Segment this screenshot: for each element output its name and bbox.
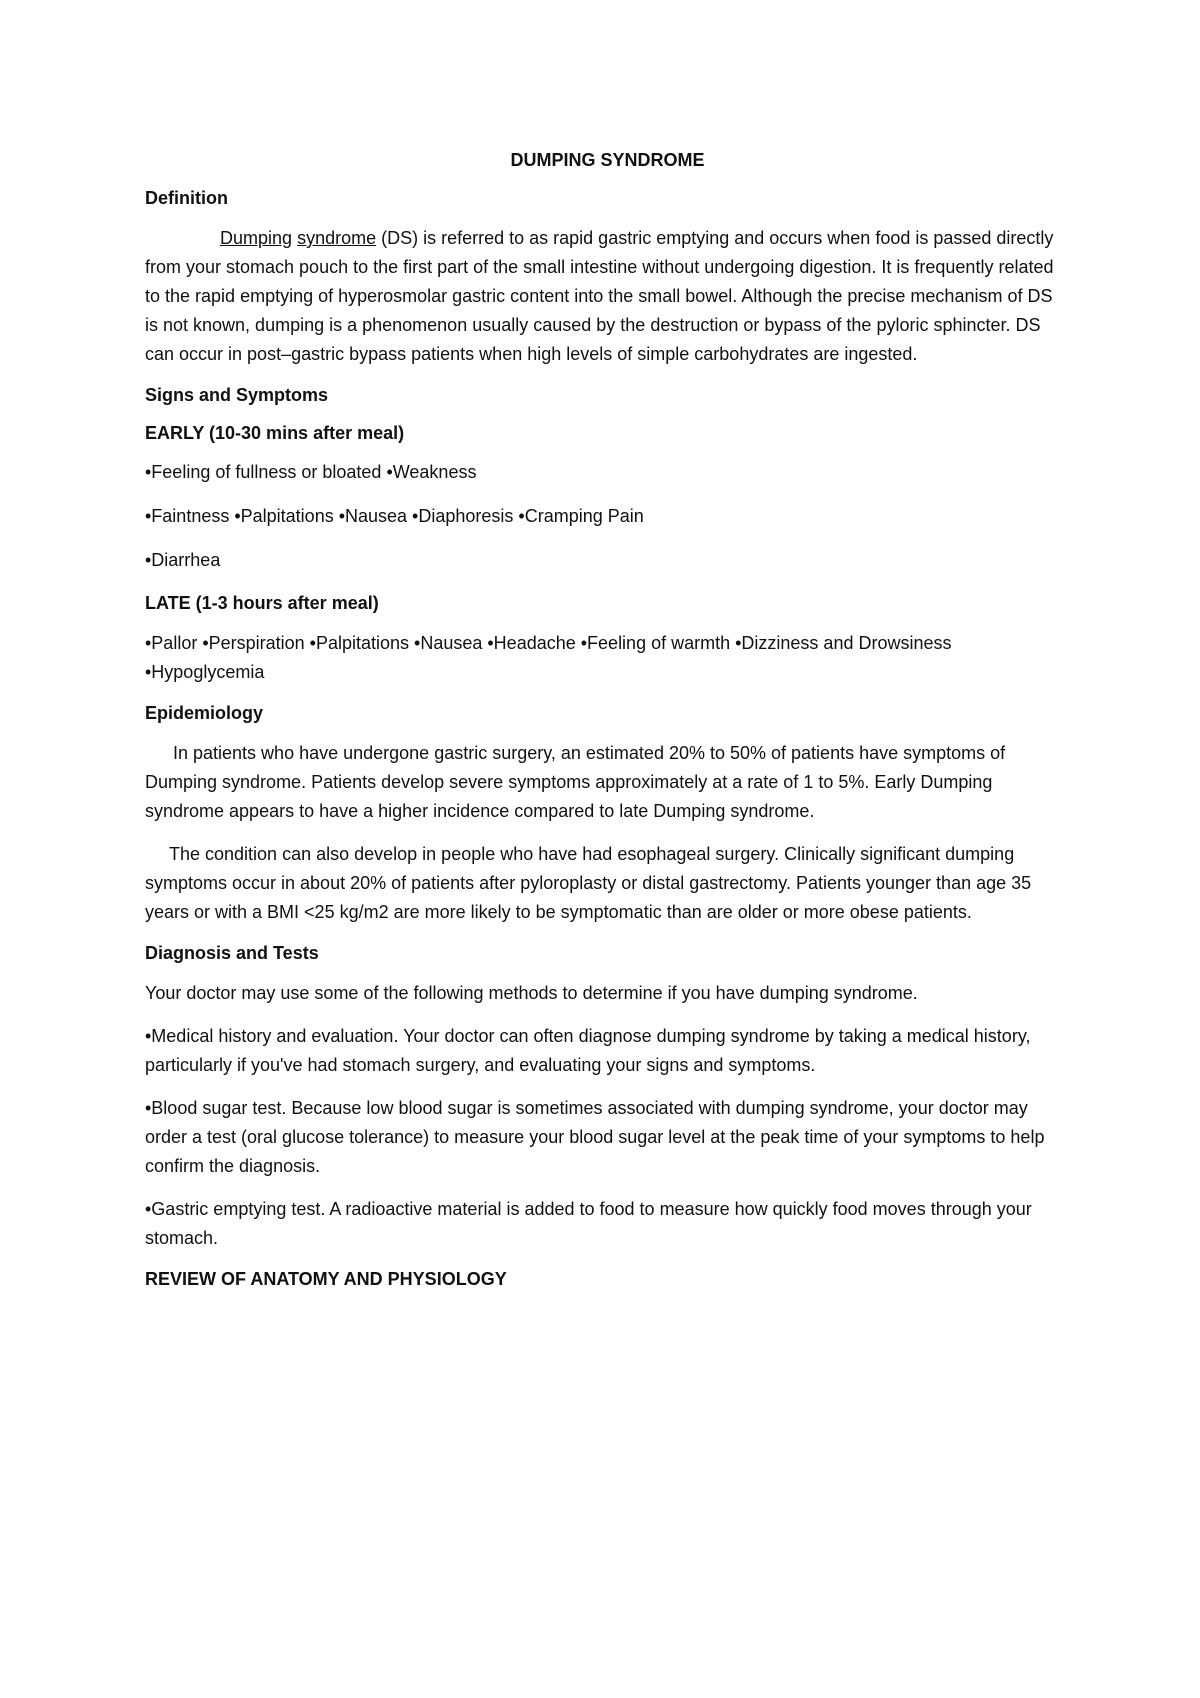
diagnosis-heading: Diagnosis and Tests xyxy=(145,943,319,963)
late-symptoms-line: •Pallor •Perspiration •Palpitations •Nausea •Headache •Feeling of warmth •Dizziness and Drowsiness •Hypoglycemia xyxy=(145,633,952,682)
epidemiology-paragraph-2: The condition can also develop in people who have had esophageal surgery. Clinically significant dumping symptoms occur in about 20% of patients after pyloroplasty or distal gastrectomy. Patients younger than age 35 years or with a BMI <25 kg/m2 are more likely to be symptomatic than are older or more obese patients. xyxy=(145,844,1032,922)
diagnosis-item-gastric-emptying: •Gastric emptying test. A radioactive material is added to food to measure how quickly food moves through your stomach. xyxy=(145,1199,1032,1248)
early-symptoms-line-1: •Feeling of fullness or bloated •Weakness xyxy=(145,462,477,482)
document-content xyxy=(145,148,1070,1305)
definition-heading: Definition xyxy=(145,188,228,208)
definition-text: (DS) is referred to as rapid gastric emptying and occurs when food is passed directly from your stomach pouch to the first part of the small intestine without undergoing digestion. It is frequently related to the rapid emptying of hyperosmolar gastric content into the small bowel. Although the precise mechanism of DS is not known, dumping is a phenomenon usually caused by the destruction or bypass of the pyloric sphincter. DS can occur in post–gastric bypass patients when high levels of simple carbohydrates are ingested. xyxy=(145,228,1054,364)
review-heading: REVIEW OF ANATOMY AND PHYSIOLOGY xyxy=(145,1269,507,1289)
underlined-word-syndrome: syndrome xyxy=(297,228,377,248)
early-heading: EARLY (10-30 mins after meal) xyxy=(145,423,405,443)
early-symptoms-line-3: •Diarrhea xyxy=(145,550,221,570)
late-heading: LATE (1-3 hours after meal) xyxy=(145,593,379,613)
diagnosis-item-medical-history: •Medical history and evaluation. Your doctor can often diagnose dumping syndrome by taking a medical history, particularly if you've had stomach surgery, and evaluating your signs and symptoms. xyxy=(145,1026,1031,1075)
epidemiology-heading: Epidemiology xyxy=(145,703,264,723)
diagnosis-intro: Your doctor may use some of the following methods to determine if you have dumping syndrome. xyxy=(145,983,918,1003)
diagnosis-item-blood-sugar: •Blood sugar test. Because low blood sugar is sometimes associated with dumping syndrome, your doctor may order a test (oral glucose tolerance) to measure your blood sugar level at the peak time of your symptoms to help confirm the diagnosis. xyxy=(145,1098,1045,1176)
document-title: DUMPING SYNDROME xyxy=(510,150,705,170)
definition-paragraph xyxy=(145,224,1070,369)
epidemiology-paragraph-1: In patients who have undergone gastric surgery, an estimated 20% to 50% of patients have symptoms of Dumping syndrome. Patients develop severe symptoms approximately at a rate of 1 to 5%. Early Dumping syndrome appears to have a higher incidence compared to late Dumping syndrome. xyxy=(145,743,1006,821)
signs-heading: Signs and Symptoms xyxy=(145,385,329,405)
underlined-word-dumping: Dumping xyxy=(220,228,293,248)
early-symptoms-line-2: •Faintness •Palpitations •Nausea •Diaphoresis •Cramping Pain xyxy=(145,506,644,526)
